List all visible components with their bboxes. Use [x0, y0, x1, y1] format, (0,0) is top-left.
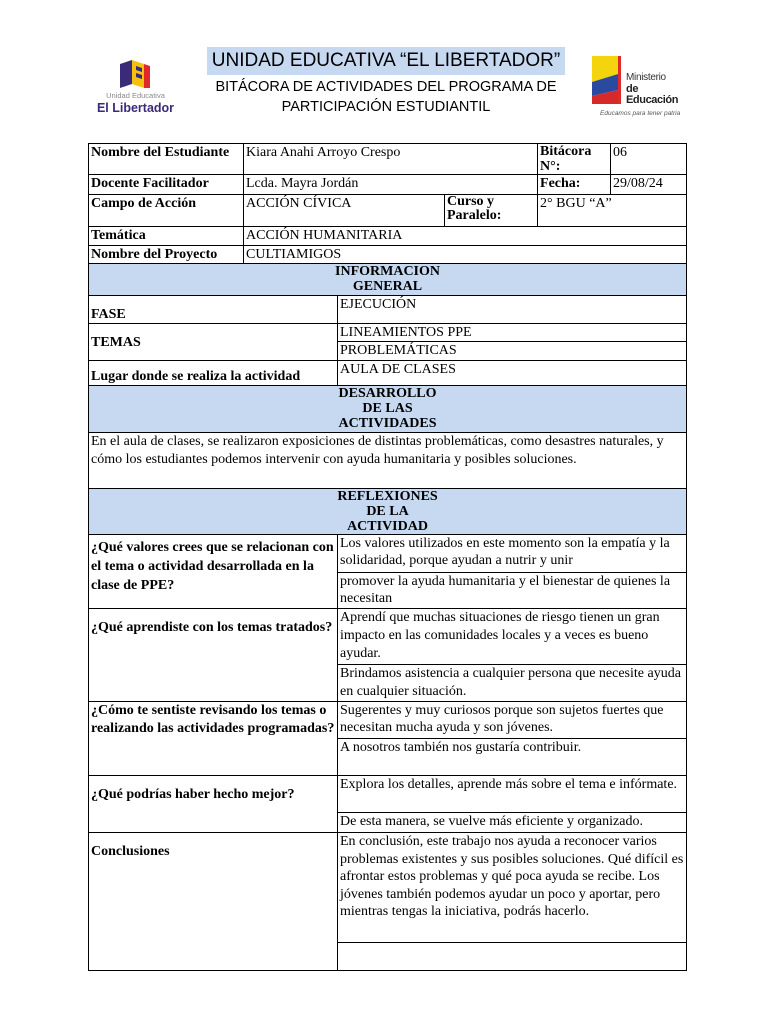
school-title: UNIDAD EDUCATIVA “EL LIBERTADOR” [207, 47, 565, 75]
q4-answer-2: De esta manera, se vuelve más eficiente y organizado. [338, 813, 687, 833]
theme-value: ACCIÓN HUMANITARIA [244, 227, 687, 246]
q1-row-1 [89, 535, 687, 573]
conclusions-label: Conclusiones [89, 833, 338, 971]
place-row [89, 361, 687, 386]
field-value: ACCIÓN CÍVICA [244, 195, 445, 227]
course-label: Curso y Paralelo: [445, 195, 538, 227]
q2-answer-2: Brindamos asistencia a cualquier persona que necesite ayuda en cualquier situación. [338, 665, 687, 702]
q3-question: ¿Cómo te sentiste revisando los temas o realizando las actividades programadas? [89, 702, 338, 776]
student-label: Nombre del Estudiante [89, 144, 244, 175]
q1-question: ¿Qué valores crees que se relacionan con el tema o actividad desarrollada en la clase de PPE? [89, 535, 338, 609]
q4-answer-1: Explora los detalles, aprende más sobre el tema e infórmate. [338, 776, 687, 813]
q1-answer-2: promover la ayuda humanitaria y el bienestar de quienes la necesitan [338, 573, 687, 609]
q2-answer-1: Aprendí que muchas situaciones de riesgo tienen un gran impacto en las comunidades locales y a veces es bueno ayudar. [338, 609, 687, 665]
phase-label: FASE [89, 296, 338, 324]
q4-question: ¿Qué podrías haber hecho mejor? [89, 776, 338, 833]
student-row [89, 144, 687, 175]
date-label: Fecha: [538, 175, 611, 195]
q3-row-1 [89, 702, 687, 739]
development-header-row [89, 386, 687, 433]
development-header: DESARROLLO DE LAS ACTIVIDADES [338, 386, 437, 431]
field-row [89, 195, 687, 227]
conclusions-text: En conclusión, este trabajo nos ayuda a reconocer varios problemas existentes y sus posibles soluciones. Qué difícil es afrontar estos problemas y qué poca ayuda se recibe. Los jóvenes también podemos ayudar un poco y aportar, pero mientras tengas la iniciativa, podrás hacerlo. [338, 833, 687, 943]
course-value: 2° BGU “A” [538, 195, 687, 227]
conclusions-empty-cell [338, 943, 687, 971]
reflections-header-row [89, 489, 687, 535]
date-value: 29/08/24 [611, 175, 687, 195]
log-number-label: Bitácora N°: [538, 144, 611, 175]
ministry-name-line2: de Educación [626, 83, 679, 106]
q3-answer-2: A nosotros también nos gustaría contribuir. [338, 739, 687, 776]
logo-caption-big: El Libertador [96, 101, 175, 115]
general-info-header-row [89, 264, 687, 296]
theme-row [89, 227, 687, 246]
student-value: Kiara Anahi Arroyo Crespo [244, 144, 538, 175]
log-number-value: 06 [611, 144, 687, 175]
field-label: Campo de Acción [89, 195, 244, 227]
teacher-value: Lcda. Mayra Jordán [244, 175, 538, 195]
development-text: En el aula de clases, se realizaron exposiciones de distintas problemáticas, como desastres naturales, y cómo los estudiantes podemos intervenir con ayuda humanitaria y posibles soluciones. [89, 433, 687, 489]
q3-answer-1: Sugerentes y muy curiosos porque son sujetos fuertes que necesitan mucha ayuda y son jóvenes. [338, 702, 687, 739]
reflections-header: REFLEXIONES DE LA ACTIVIDAD [337, 489, 438, 534]
topics-row-1 [89, 324, 687, 342]
teacher-row [89, 175, 687, 195]
ministry-name-line1: Ministerio [626, 72, 666, 83]
q2-question: ¿Qué aprendiste con los temas tratados? [89, 609, 338, 702]
document-header [0, 0, 768, 140]
topic-2: PROBLEMÁTICAS [338, 342, 687, 361]
document-subtitle: BITÁCORA DE ACTIVIDADES DEL PROGRAMA DE PARTICIPACIÓN ESTUDIANTIL [215, 79, 557, 115]
project-value: CULTIAMIGOS [244, 246, 687, 264]
teacher-label: Docente Facilitador [89, 175, 244, 195]
theme-label: Temática [89, 227, 244, 246]
phase-row [89, 296, 687, 324]
q1-answer-1: Los valores utilizados en este momento son la empatía y la solidaridad, porque ayudan a nutrir y unir [338, 535, 687, 573]
ministry-logo [588, 52, 688, 122]
general-info-header: INFORMACION GENERAL [335, 264, 441, 294]
activity-log-table [88, 143, 687, 971]
school-emblem-icon [118, 60, 152, 88]
project-row [89, 246, 687, 264]
place-value: AULA DE CLASES [338, 361, 687, 386]
place-label: Lugar donde se realiza la actividad [89, 361, 338, 386]
logo-caption-small: Unidad Educativa [106, 91, 165, 100]
school-logo [88, 58, 183, 120]
ministry-slogan: Educamos para tener patria [600, 110, 681, 117]
conclusions-row [89, 833, 687, 943]
q2-row-1 [89, 609, 687, 665]
ecuador-flag-icon [588, 52, 628, 108]
project-label: Nombre del Proyecto [89, 246, 244, 264]
topics-label: TEMAS [89, 324, 338, 361]
topic-1: LINEAMIENTOS PPE [338, 324, 687, 342]
q4-row-1 [89, 776, 687, 813]
phase-value: EJECUCIÓN [338, 296, 687, 324]
development-row [89, 433, 687, 489]
